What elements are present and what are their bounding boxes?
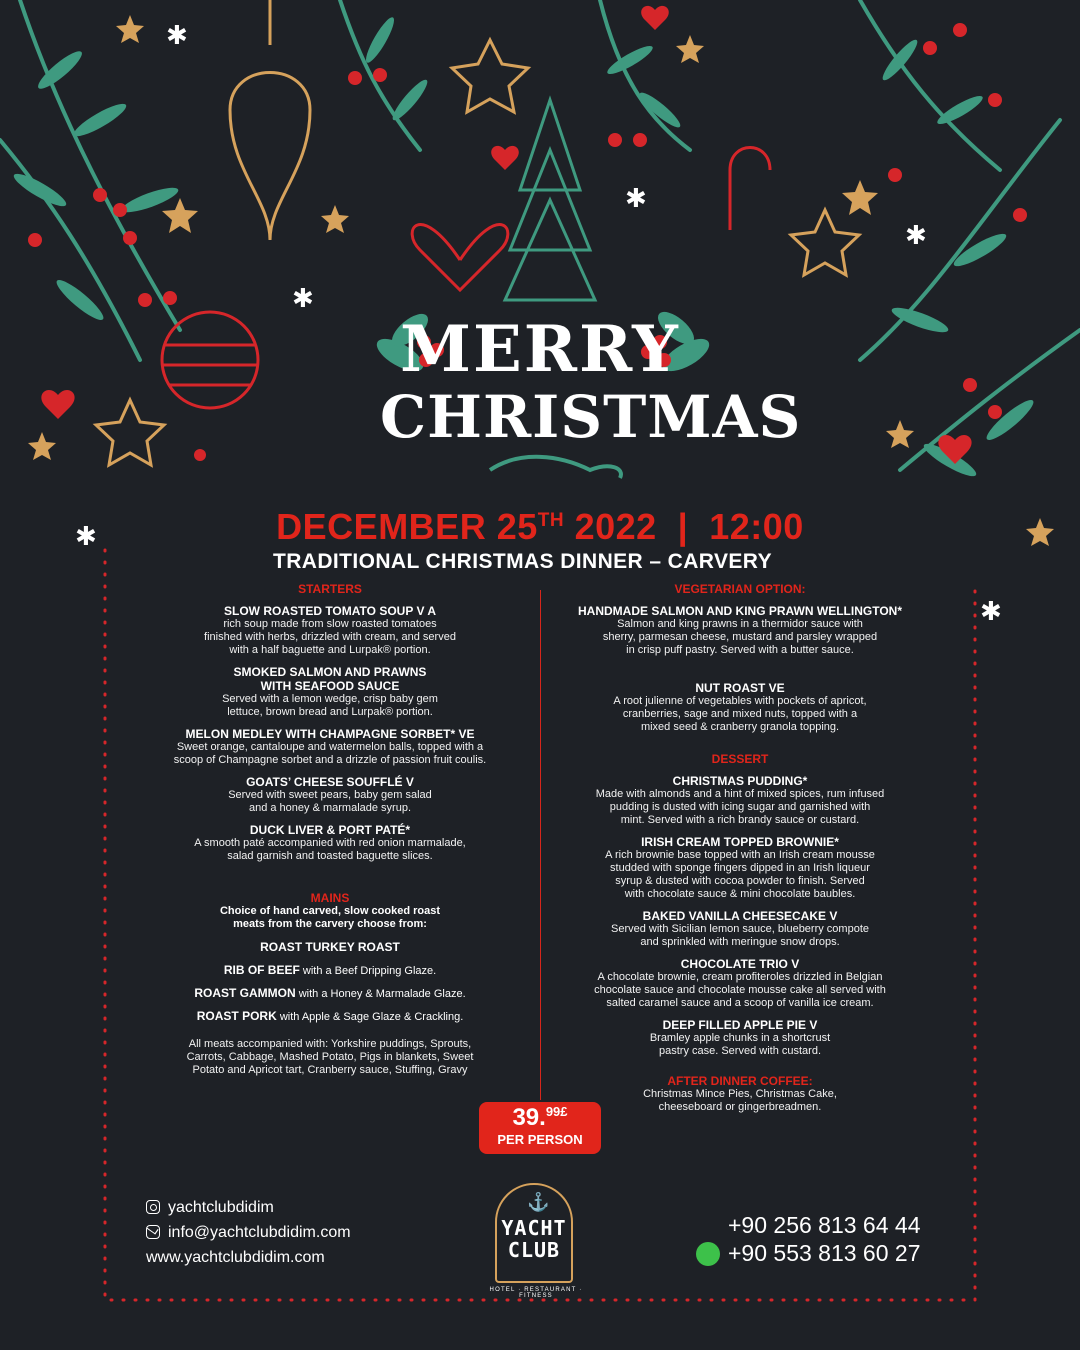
instagram-link[interactable] xyxy=(146,1199,274,1217)
menu-item xyxy=(560,1018,920,1058)
item-desc: A root julienne of vegetables with pockets of apricot, xyxy=(613,695,867,707)
item-desc: and sprinkled with meringue snow drops. xyxy=(640,936,840,948)
menu-item xyxy=(160,727,500,767)
price-cents: 99£ xyxy=(545,1104,568,1119)
title-line-1: MERRY xyxy=(400,312,680,387)
item-desc: salted caramel sauce and a scoop of vanilla ice cream. xyxy=(606,997,874,1009)
item-name: HANDMADE SALMON AND KING PRAWN WELLINGTON* xyxy=(578,604,902,618)
anchor-icon: ⚓ xyxy=(527,1192,550,1212)
item-desc: scoop of Champagne sorbet and a drizzle of passion fruit coulis. xyxy=(173,754,487,766)
svg-text:✱: ✱ xyxy=(292,284,314,314)
menu-item xyxy=(560,835,920,901)
menu-item xyxy=(560,774,920,827)
item-desc: A smooth paté accompanied with red onion marmalade, xyxy=(194,837,466,849)
yacht-club-logo xyxy=(489,1183,583,1299)
item-desc: Bramley apple chunks in a shortcrust xyxy=(649,1032,831,1044)
mains-item xyxy=(160,941,500,955)
svg-text:✱: ✱ xyxy=(905,221,927,251)
starters-heading: STARTERS xyxy=(298,582,362,596)
event-date xyxy=(0,506,1080,548)
vegetarian-heading: VEGETARIAN OPTION: xyxy=(674,582,806,596)
item-desc: Served with sweet pears, baby gem salad xyxy=(228,789,432,801)
instagram-icon xyxy=(146,1200,160,1214)
item-note: with a Beef Dripping Glaze. xyxy=(299,965,437,977)
mains-item xyxy=(160,987,500,1001)
mains-item xyxy=(160,964,500,978)
item-desc: Made with almonds and a hint of mixed spices, rum infused xyxy=(595,788,885,800)
accompaniments-text: Potato and Apricot tart, Cranberry sauce, Stuffing, Gravy xyxy=(192,1064,468,1076)
item-desc: mixed seed & cranberry granola topping. xyxy=(640,721,840,733)
item-name: ROAST GAMMON xyxy=(194,986,296,1000)
item-desc: pastry case. Served with custard. xyxy=(658,1045,821,1057)
item-desc: A rich brownie base topped with an Irish cream mousse xyxy=(605,849,875,861)
item-name: DUCK LIVER & PORT PATÉ* xyxy=(249,823,411,837)
item-desc: chocolate sauce and chocolate mousse cake all served with xyxy=(594,984,886,996)
date-suffix: TH xyxy=(537,510,565,531)
item-desc: with chocolate sauce & mini chocolate baubles. xyxy=(624,888,856,900)
phone-number-1[interactable]: +90 256 813 64 44 xyxy=(728,1212,921,1238)
svg-text:✱: ✱ xyxy=(980,597,1002,627)
dessert-heading: DESSERT xyxy=(711,752,769,766)
item-desc: rich soup made from slow roasted tomatoes xyxy=(223,618,437,630)
item-name: GOATS’ CHEESE SOUFFLÉ V xyxy=(246,775,414,789)
instagram-handle: yachtclubdidim xyxy=(168,1199,274,1216)
item-name: WITH SEAFOOD SAUCE xyxy=(260,679,400,693)
menu-item xyxy=(160,823,500,863)
price-badge xyxy=(479,1102,601,1154)
accompaniments-text: Carrots, Cabbage, Mashed Potato, Pigs in blankets, Sweet xyxy=(186,1051,474,1063)
whatsapp-icon xyxy=(696,1242,720,1266)
column-divider xyxy=(540,590,541,1100)
menu-item xyxy=(160,604,500,657)
merry-christmas-title xyxy=(380,312,802,451)
item-note: with Apple & Sage Glaze & Crackling. xyxy=(276,1011,464,1023)
price-per: PER PERSON xyxy=(497,1132,583,1147)
item-desc: pudding is dusted with icing sugar and garnished with xyxy=(609,801,871,813)
menu-item xyxy=(160,665,500,719)
item-desc: Served with Sicilian lemon sauce, blueberry compote xyxy=(610,923,870,935)
item-name: DEEP FILLED APPLE PIE V xyxy=(662,1018,818,1032)
email-icon xyxy=(146,1225,160,1239)
whatsapp-number: +90 553 813 60 27 xyxy=(728,1240,921,1266)
coffee-desc: Christmas Mince Pies, Christmas Cake, xyxy=(643,1088,837,1100)
item-name: BAKED VANILLA CHEESECAKE V xyxy=(642,909,838,923)
item-desc: Salmon and king prawns in a thermidor sauce with xyxy=(617,618,863,630)
mains-item xyxy=(160,1010,500,1024)
year-time: 2022 | 12:00 xyxy=(574,506,804,547)
left-menu-column xyxy=(160,582,500,1077)
title-line-2: CHRISTMAS xyxy=(380,383,802,451)
item-desc: sherry, parmesan cheese, mustard and parsley wrapped xyxy=(602,631,878,643)
mains-intro: meats from the carvery choose from: xyxy=(233,918,427,930)
item-desc: in crisp puff pastry. Served with a butter sauce. xyxy=(626,644,854,656)
item-desc: A chocolate brownie, cream profiteroles drizzled in Belgian xyxy=(597,971,883,983)
item-name: NUT ROAST VE xyxy=(695,681,785,695)
website-link[interactable]: www.yachtclubdidim.com xyxy=(146,1249,325,1266)
item-name: SLOW ROASTED TOMATO SOUP V A xyxy=(223,604,436,618)
item-desc: syrup & dusted with cocoa powder to finish. Served xyxy=(615,875,865,887)
item-desc: Sweet orange, cantaloupe and watermelon balls, topped with a xyxy=(176,741,484,753)
item-desc: finished with herbs, drizzled with cream, and served xyxy=(204,631,456,643)
svg-text:✱: ✱ xyxy=(166,21,188,51)
menu-item xyxy=(160,775,500,815)
item-desc: lettuce, brown bread and Lurpak® portion. xyxy=(227,706,433,718)
mains-intro: Choice of hand carved, slow cooked roast xyxy=(219,905,441,917)
item-desc: with a half baguette and Lurpak® portion. xyxy=(229,644,431,656)
menu-item xyxy=(560,909,920,949)
coffee-desc: cheeseboard or gingerbreadmen. xyxy=(658,1101,822,1113)
menu-item xyxy=(560,604,920,657)
item-name: CHOCOLATE TRIO V xyxy=(680,957,800,971)
email-link[interactable] xyxy=(146,1224,351,1242)
item-name: IRISH CREAM TOPPED BROWNIE* xyxy=(641,835,839,849)
right-menu-column xyxy=(560,582,920,1114)
coffee-heading: AFTER DINNER COFFEE: xyxy=(667,1074,813,1088)
item-name: CHRISTMAS PUDDING* xyxy=(672,774,808,788)
price-main: 39. xyxy=(512,1104,546,1131)
mains-heading: MAINS xyxy=(310,891,350,905)
phone-number-2[interactable] xyxy=(728,1240,921,1267)
event-subtitle: TRADITIONAL CHRISTMAS DINNER – CARVERY xyxy=(272,550,772,573)
logo-line-1: YACHT xyxy=(501,1216,567,1240)
item-desc: mint. Served with a rich brandy sauce or custard. xyxy=(620,814,860,826)
item-desc: studded with sponge fingers dipped in an Irish liqueur xyxy=(610,862,870,874)
item-name: ROAST PORK xyxy=(196,1009,277,1023)
svg-text:✱: ✱ xyxy=(625,184,647,214)
item-desc: and a honey & marmalade syrup. xyxy=(248,802,412,814)
item-desc: Served with a lemon wedge, crisp baby gem xyxy=(222,693,438,705)
item-name: ROAST TURKEY ROAST xyxy=(260,940,400,954)
item-note: with a Honey & Marmalade Glaze. xyxy=(295,988,466,1000)
menu-item xyxy=(560,681,920,734)
item-desc: salad garnish and toasted baguette slices. xyxy=(227,850,433,862)
logo-line-2: CLUB xyxy=(507,1238,561,1262)
item-name: SMOKED SALMON AND PRAWNS xyxy=(233,665,427,679)
email-address: info@yachtclubdidim.com xyxy=(168,1224,351,1241)
svg-text:✱: ✱ xyxy=(75,522,97,552)
price-amount xyxy=(479,1104,601,1132)
logo-tagline: HOTEL · RESTAURANT · FITNESS xyxy=(489,1287,583,1299)
item-desc: cranberries, sage and mixed nuts, topped with a xyxy=(622,708,858,720)
item-name: RIB OF BEEF xyxy=(223,963,300,977)
date-text: DECEMBER 25 xyxy=(276,506,538,547)
menu-item xyxy=(560,957,920,1010)
accompaniments-text: All meats accompanied with: Yorkshire puddings, Sprouts, xyxy=(188,1038,472,1050)
item-name: MELON MEDLEY WITH CHAMPAGNE SORBET* VE xyxy=(185,727,475,741)
